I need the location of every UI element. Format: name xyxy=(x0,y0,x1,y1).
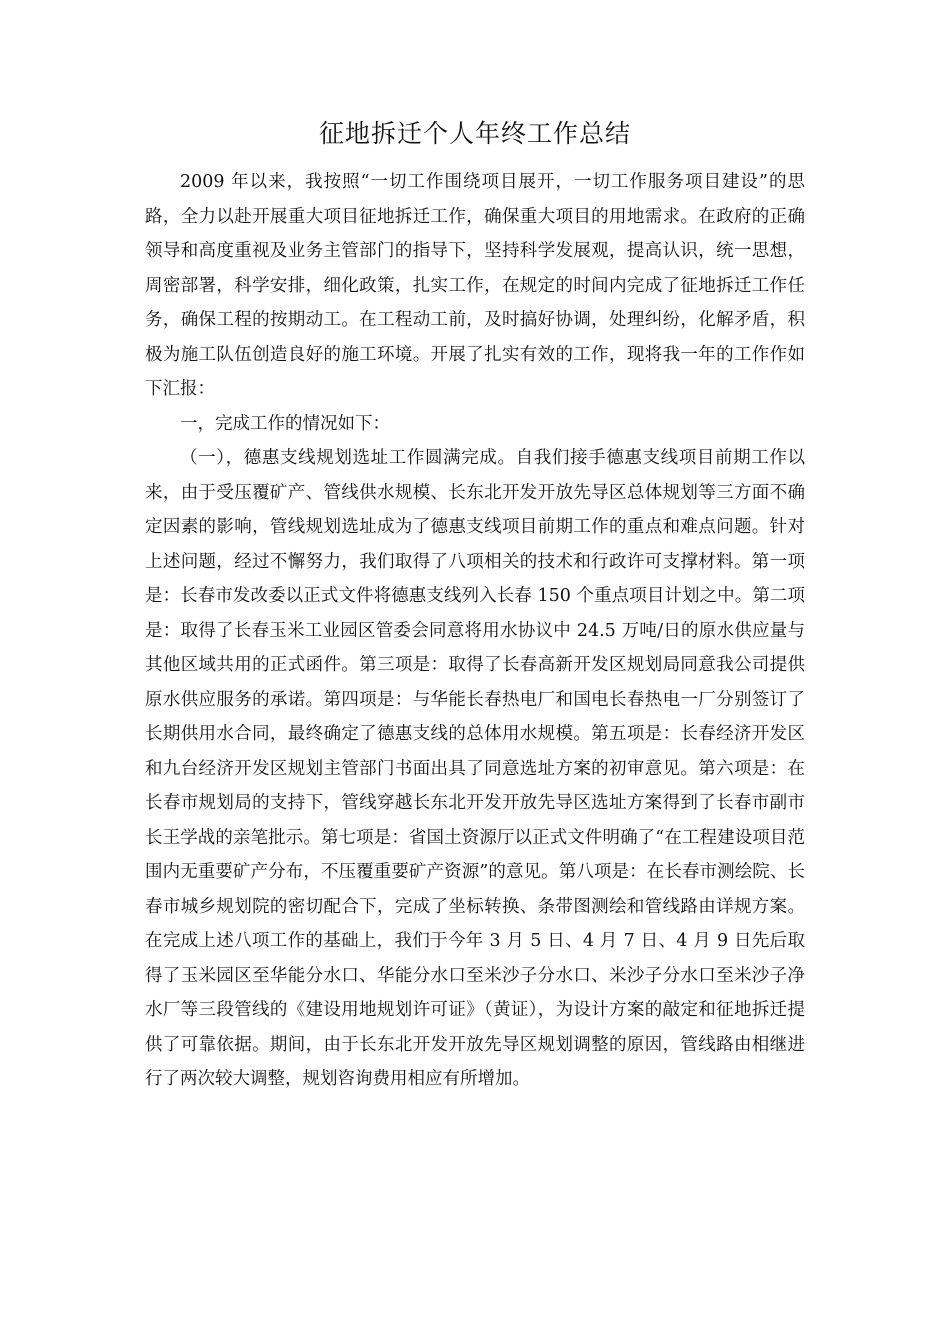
document-title: 征地拆迁个人年终工作总结 xyxy=(318,119,631,148)
document-body xyxy=(145,165,805,1097)
paragraph-section-heading: 一，完成工作的情况如下： xyxy=(180,413,390,434)
paragraph-intro: 2009 年以来，我按照“一切工作围绕项目展开，一切工作服务项目建设”的思路，全力以赴开展重大项目征地拆迁工作，确保重大项目的用地需求。在政府的正确领导和高度重视及业务主管部门的指导下，坚持科学发展观，提高认识，统一思想，周密部署，科学安排，细化政策，扎实工作，在规定的时间内完成了征地拆迁工作任务，确保工程的按期动工。在工程动工前，及时搞好协调，处理纠纷，化解矛盾，积极为施工队伍创造良好的施工环境。开展了扎实有效的工作，现将我一年的工作作如下汇报： xyxy=(145,172,805,399)
paragraph-dehui-branch: （一），德惠支线规划选址工作圆满完成。自我们接手德惠支线项目前期工作以来，由于受压覆矿产、管线供水规模、长东北开发开放先导区总体规划等三方面不确定因素的影响，管线规划选址成为了德惠支线项目前期工作的重点和难点问题。针对上述问题，经过不懈努力，我们取得了八项相关的技术和行政许可支撑材料。第一项是：长春市发改委以正式文件将德惠支线列入长春 150 个重点项目计划之中。第二项是：取得了长春玉米工业园区管委会同意将用水协议中 24.5 万吨/日的原水供应量与其他区域共用的正式函件。第三项是：取得了长春高新开发区规划局同意我公司提供原水供应服务的承诺。第四项是：与华能长春热电厂和国电长春热电一厂分别签订了长期供用水合同，最终确定了德惠支线的总体用水规模。第五项是：长春经济开发区和九台经济开发区规划主管部门书面出具了同意选址方案的初审意见。第六项是：在长春市规划局的支持下，管线穿越长东北开发开放先导区选址方案得到了长春市副市长王学战的亲笔批示。第七项是：省国土资源厅以正式文件明确了“在工程建设项目范围内无重要矿产分布，不压覆重要矿产资源”的意见。第八项是：在长春市测绘院、长春市城乡规划院的密切配合下，完成了坐标转换、条带图测绘和管线路由详规方案。在完成上述八项工作的基础上，我们于今年 3 月 5 日、4 月 7 日、4 月 9 日先后取得了玉米园区至华能分水口、华能分水口至米沙子分水口、米沙子分水口至米沙子净水厂等三段管线的《建设用地规划许可证》（黄证），为设计方案的敲定和征地拆迁提供了可靠依据。期间，由于长东北开发开放先导区规划调整的原因，管线路由相继进行了两次较大调整，规划咨询费用相应有所增加。 xyxy=(145,448,805,1089)
